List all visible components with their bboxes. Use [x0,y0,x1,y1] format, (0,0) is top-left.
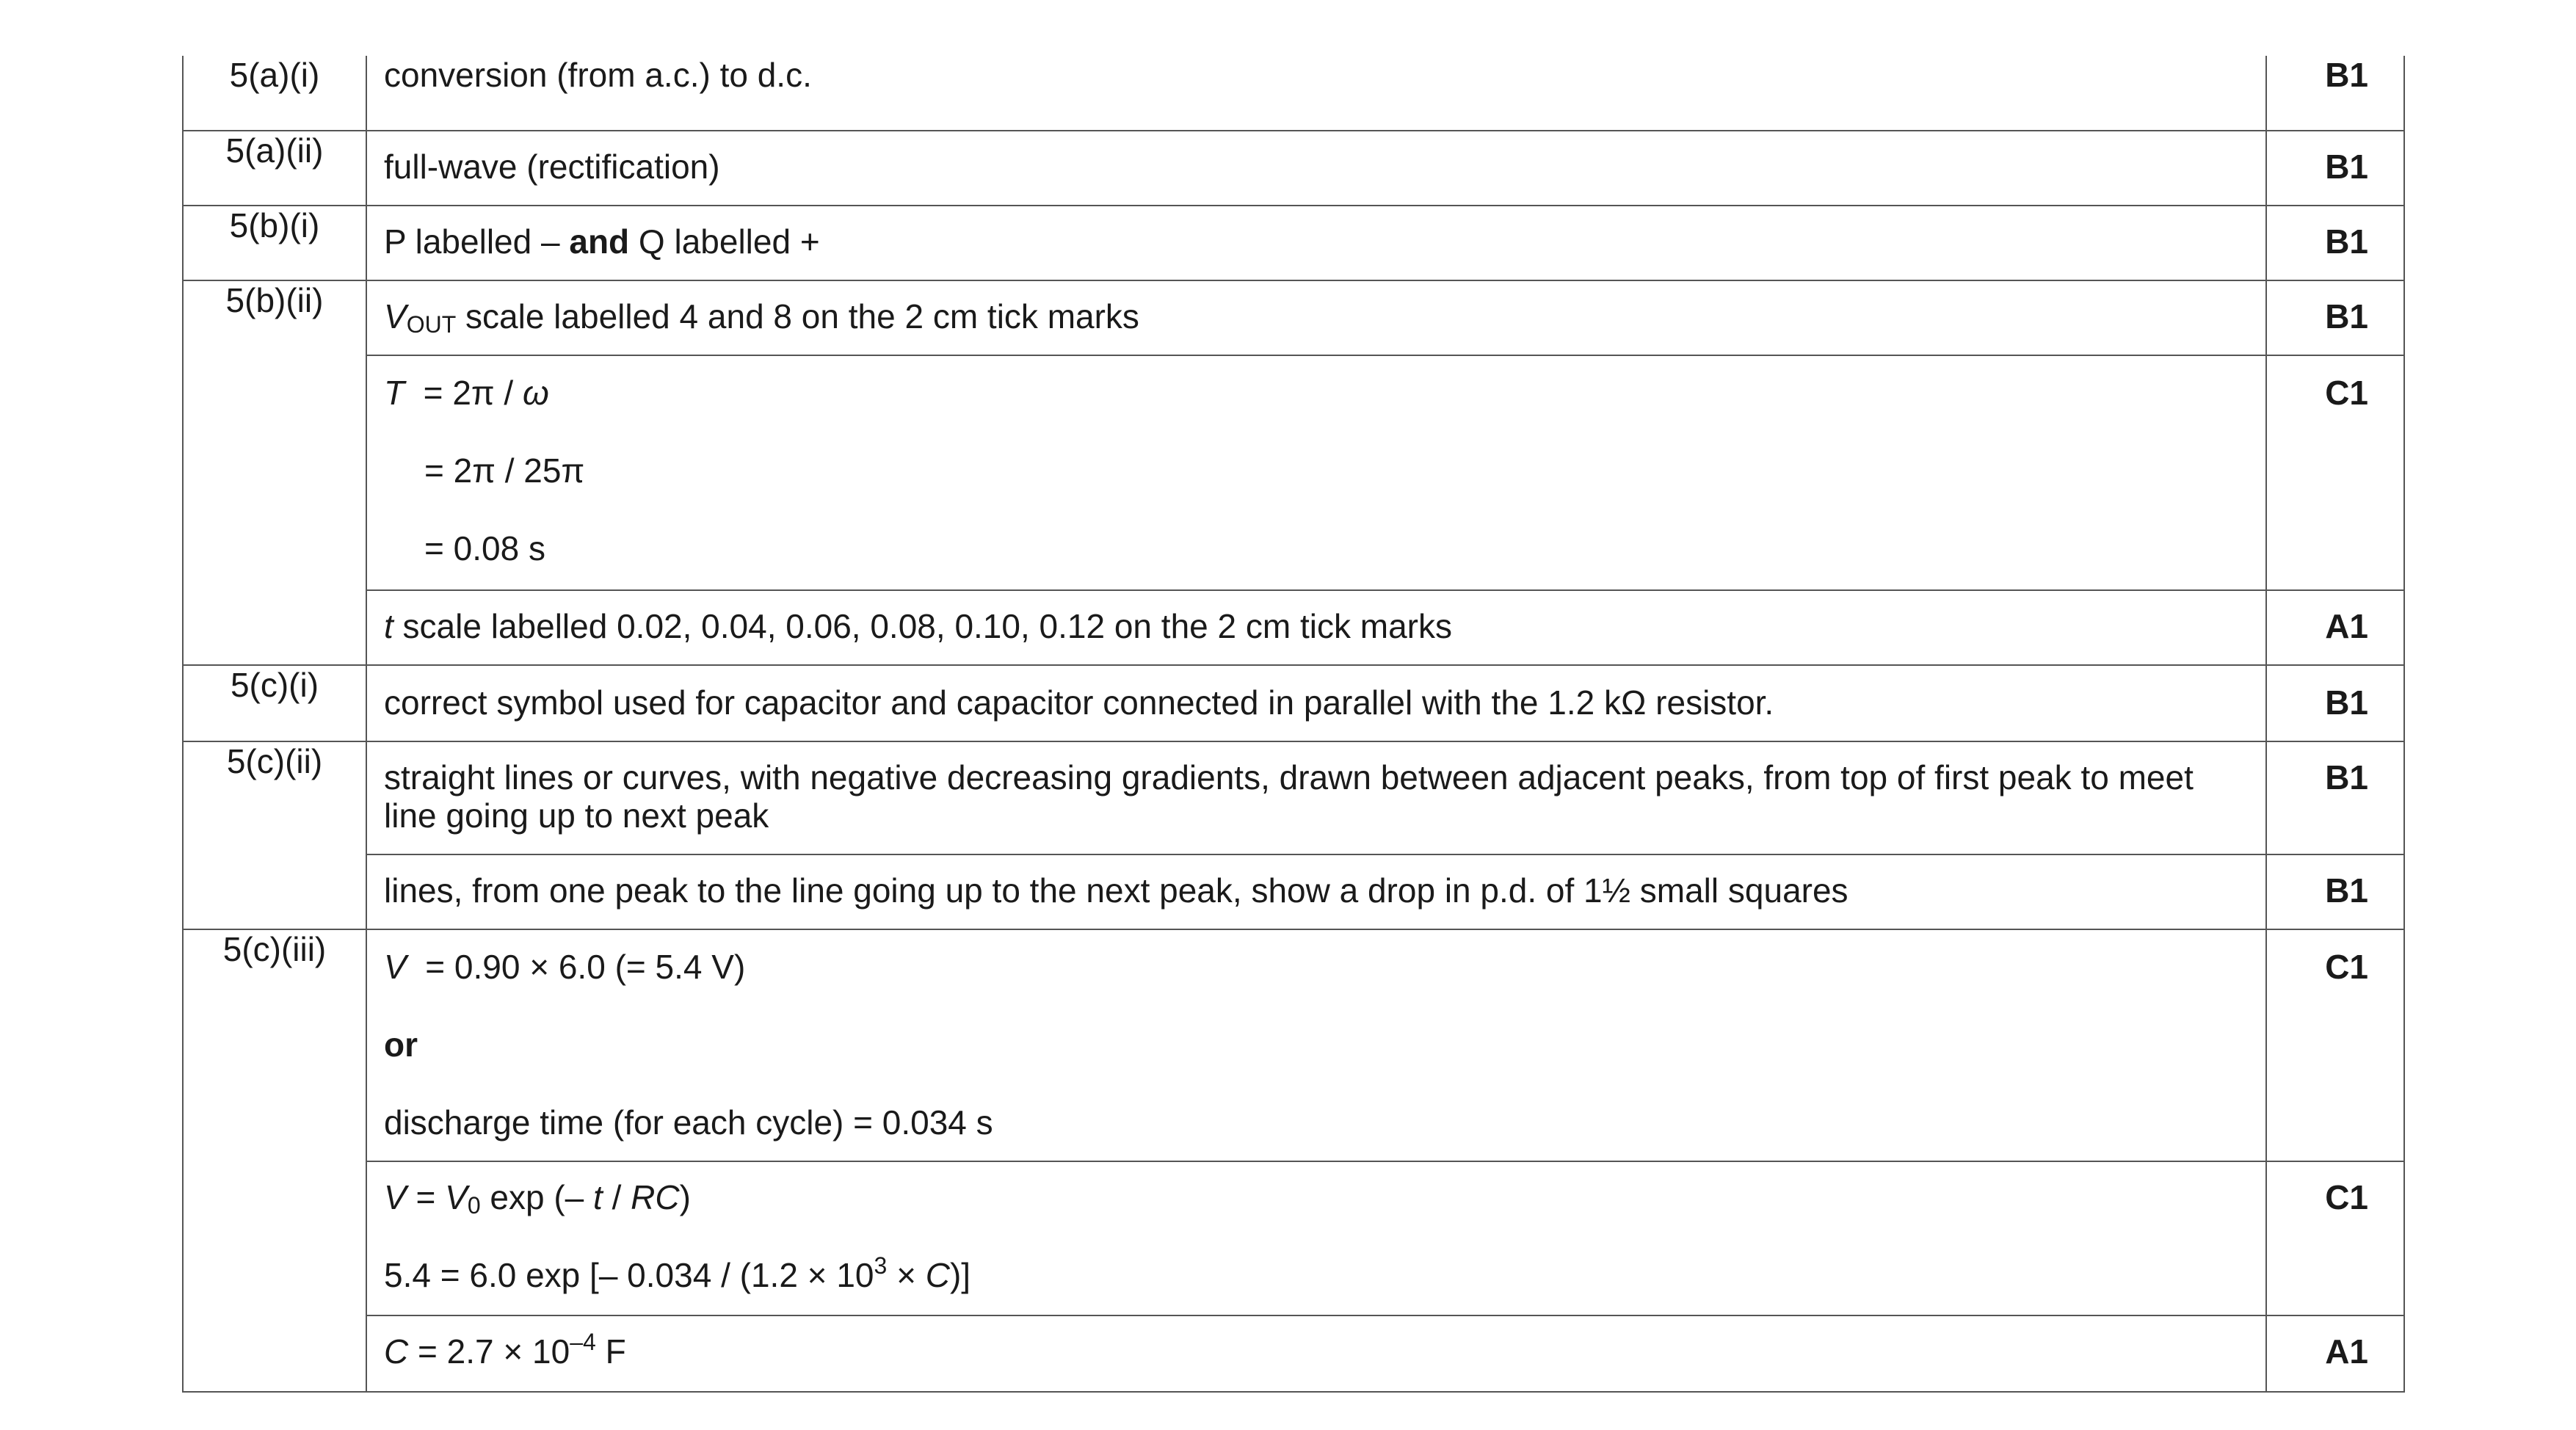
answer-text: )] [949,1256,971,1294]
answer-emphasis: and [569,222,630,261]
mark-cell [2266,929,2404,1161]
mark-code: B1 [2325,148,2368,186]
question-number: 5(b)(i) [229,206,320,244]
mark-code: B1 [2325,871,2368,910]
answer-text: P labelled – [384,222,570,261]
answer-text: Q labelled + [629,222,820,261]
table-row [183,56,2404,131]
answer-line: discharge time (for each cycle) = 0.034 s [384,1103,993,1142]
table-row [183,741,2404,854]
table-row [183,1315,2404,1392]
answer-text: 5.4 = 6.0 exp [– 0.034 / (1.2 × 10 [384,1256,874,1294]
mark-cell [2266,206,2404,280]
mark-code: C1 [2325,948,2368,986]
answer-text: scale labelled 4 and 8 on the 2 cm tick marks [456,297,1139,335]
question-cell [183,131,366,206]
answer-text: conversion (from a.c.) to d.c. [384,56,812,94]
answer-text: straight lines or curves, with negative decreasing gradients, drawn between adjacent peaks, from top of first peak to meet line going up to next peak [384,758,2194,835]
answer-superscript: –4 [570,1329,596,1355]
answer-text: / [602,1178,631,1216]
answer-symbol: RC [631,1178,680,1216]
mark-cell [2266,665,2404,741]
table-row [183,665,2404,741]
answer-text: full-wave (rectification) [384,148,720,186]
mark-cell [2266,355,2404,590]
question-number: 5(a)(i) [229,56,320,94]
question-cell [183,206,366,280]
table-row [183,355,2404,590]
mark-code: A1 [2325,1332,2368,1371]
answer-line [384,374,2221,412]
answer-text: lines, from one peak to the line going up to the next peak, show a drop in p.d. of 1½ small squares [384,871,1848,910]
answer-cell [366,854,2266,929]
mark-code: B1 [2325,222,2368,261]
question-cell [183,56,366,131]
mark-cell [2266,590,2404,665]
answer-symbol: t [384,607,393,645]
answer-cell [366,131,2266,206]
answer-symbol: C [384,1332,409,1371]
mark-code: B1 [2325,683,2368,722]
table-row [183,1161,2404,1315]
table-row [183,280,2404,355]
answer-subscript: OUT [406,311,457,338]
answer-cell [366,1161,2266,1315]
answer-cell [366,56,2266,131]
answer-symbol: t [593,1178,603,1216]
answer-line [384,948,2221,986]
mark-cell [2266,1315,2404,1392]
mark-cell [2266,854,2404,929]
answer-cell [366,355,2266,590]
answer-cell [366,206,2266,280]
table-row [183,206,2404,280]
answer-symbol: V [384,1178,407,1216]
table-row [183,131,2404,206]
mark-code: C1 [2325,1178,2368,1216]
mark-code: B1 [2325,758,2368,796]
mark-cell [2266,741,2404,854]
answer-cell [366,665,2266,741]
mark-cell [2266,1161,2404,1315]
question-number: 5(c)(ii) [226,742,323,780]
mark-cell [2266,56,2404,131]
question-cell [183,280,366,665]
answer-text: ) [679,1178,691,1216]
question-number: 5(c)(i) [230,666,319,704]
table-row [183,854,2404,929]
answer-cell [366,1315,2266,1392]
mark-cell [2266,280,2404,355]
mark-code: C1 [2325,374,2368,412]
answer-text: = 2π / [404,374,523,412]
answer-superscript: 3 [874,1252,888,1279]
question-number: 5(b)(ii) [225,281,324,319]
mark-code: B1 [2325,297,2368,335]
table-row [183,929,2404,1161]
answer-line [384,1178,2221,1219]
mark-scheme-table [182,56,2405,1393]
answer-cell [366,280,2266,355]
mark-code: B1 [2325,56,2368,94]
answer-line [384,1252,2221,1294]
answer-symbol: C [925,1256,950,1294]
answer-line: = 0.08 s [424,529,545,567]
answer-symbol: V [384,297,407,335]
answer-text: = [406,1178,446,1216]
answer-text: × [887,1256,926,1294]
answer-cell [366,590,2266,665]
answer-cell [366,929,2266,1161]
table-row [183,590,2404,665]
answer-text: F [595,1332,626,1371]
answer-symbol: T [384,374,405,412]
answer-text: = 2.7 × 10 [408,1332,570,1371]
answer-text: correct symbol used for capacitor and capacitor connected in parallel with the 1.2 kΩ resistor. [384,683,1774,722]
answer-text: scale labelled 0.02, 0.04, 0.06, 0.08, 0.10, 0.12 on the 2 cm tick marks [393,607,1452,645]
answer-subscript: 0 [467,1192,481,1219]
question-number: 5(a)(ii) [225,131,324,170]
answer-text: exp (– [480,1178,594,1216]
answer-symbol: V [384,948,407,986]
question-cell [183,929,366,1392]
answer-symbol: ω [522,374,549,412]
question-number: 5(c)(iii) [222,930,327,968]
question-cell [183,665,366,741]
mark-cell [2266,131,2404,206]
answer-cell [366,741,2266,854]
answer-or: or [384,1026,418,1064]
mark-code: A1 [2325,607,2368,645]
question-cell [183,741,366,929]
answer-text: = 0.90 × 6.0 (= 5.4 V) [406,948,746,986]
answer-line: = 2π / 25π [424,451,585,490]
answer-symbol: V [445,1178,468,1216]
